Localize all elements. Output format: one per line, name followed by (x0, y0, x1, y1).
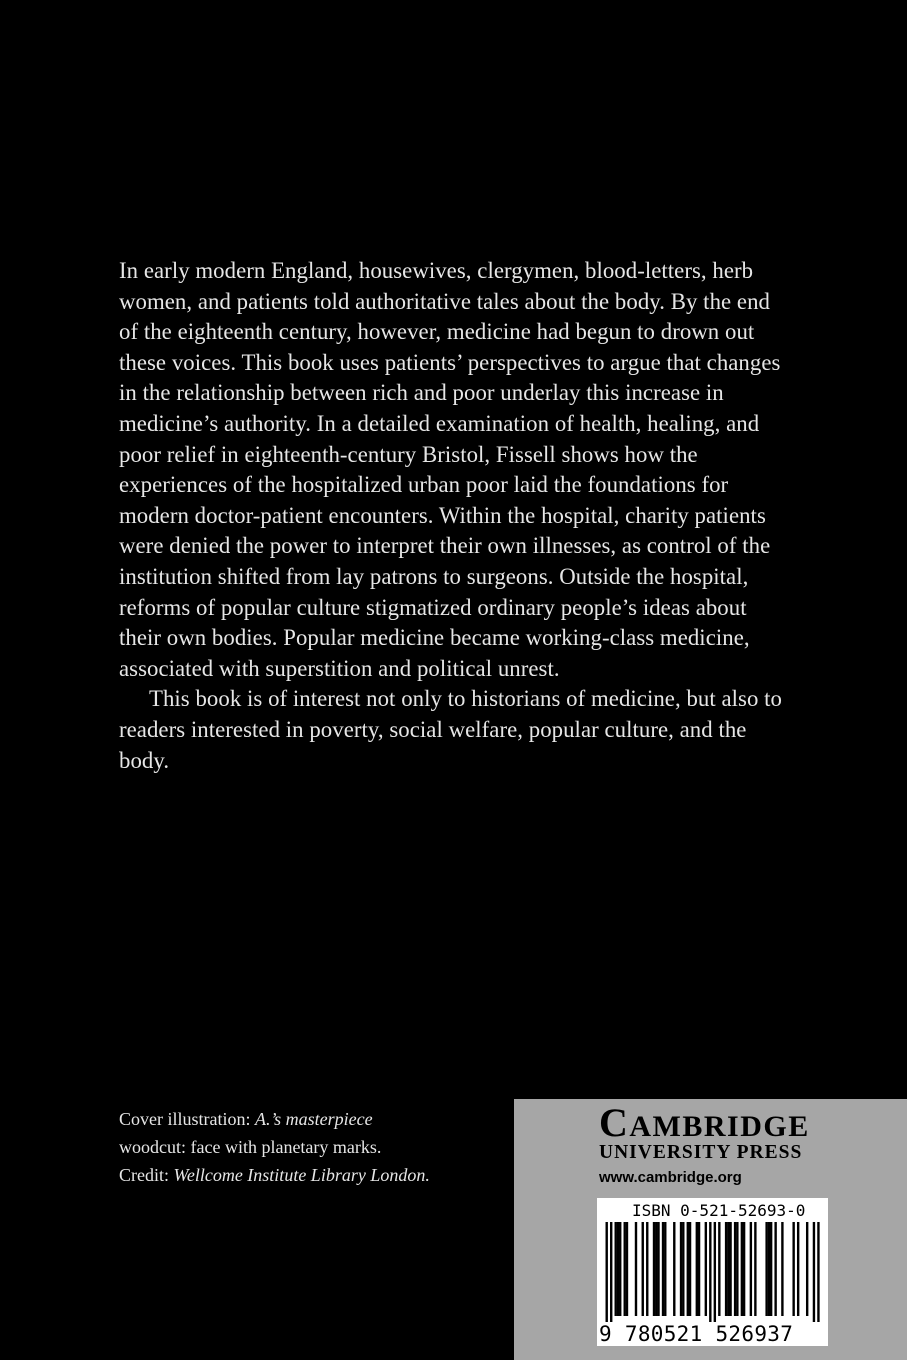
barcode-bar (646, 1222, 648, 1316)
barcode-bar (696, 1222, 698, 1316)
barcode-bar (626, 1222, 628, 1316)
barcode-bar (741, 1222, 743, 1316)
credit-source: Wellcome Institute Library London. (173, 1165, 430, 1185)
credit-source-label: Credit: (119, 1165, 174, 1185)
cover-credits (119, 1105, 430, 1189)
ean-digits: 9 780521 526937 (599, 1322, 794, 1346)
blurb-paragraph-1: In early modern England, housewives, clergymen, blood-letters, herb women, and patients told authoritative tales about the body. By the end of the eighteenth century, however, medicine had begun to drown out these voices. This book uses patients’ perspectives to argue that changes in the relationship between rich and poor underlay this increase in medicine’s authority. In a detailed examination of health, healing, and poor relief in eighteenth-century Bristol, Fissell shows how the experiences of the hospitalized urban poor laid the foundations for modern doctor-patient encounters. Within the hospital, charity patients were denied the power to interpret their own illnesses, as control of the institution shifted from lay patrons to surgeons. Outside the hospital, reforms of popular culture stigmatized ordinary people’s ideas about their own bodies. Popular medicine became working-class medicine, associated with superstition and political unrest. (119, 258, 781, 681)
barcode-block (597, 1198, 828, 1346)
barcode-bar (817, 1222, 819, 1322)
barcode-bar (734, 1222, 736, 1316)
publisher-panel (514, 1099, 907, 1360)
barcode-bar (770, 1222, 772, 1316)
barcode-bar (729, 1222, 731, 1316)
barcode-bar (768, 1222, 770, 1316)
barcode-bar (619, 1222, 621, 1316)
barcode-bar (662, 1222, 664, 1316)
credit-line-2: woodcut: face with planetary marks. (119, 1137, 382, 1157)
barcode-bar (774, 1222, 776, 1316)
barcode-bar (709, 1222, 711, 1322)
back-cover-blurb (119, 256, 791, 776)
barcode-bar (615, 1222, 617, 1316)
barcode-bar (765, 1222, 767, 1316)
barcode-bar (635, 1222, 637, 1316)
barcode-bar (727, 1222, 729, 1316)
credit-line-1 (119, 1105, 430, 1133)
barcode-bar (610, 1222, 612, 1322)
barcode-bar (806, 1222, 808, 1316)
barcode-bar (624, 1222, 626, 1316)
publisher-name: CAMBRIDGE (599, 1100, 810, 1145)
barcode-bar (653, 1222, 655, 1316)
barcode-bar (606, 1222, 608, 1322)
publisher-url: www.cambridge.org (599, 1169, 742, 1186)
publisher-subtitle: UNIVERSITY PRESS (599, 1142, 803, 1163)
barcode-bar (797, 1222, 799, 1316)
barcode-bar (813, 1222, 815, 1322)
barcode-bar (689, 1222, 691, 1316)
blurb-paragraph-2: This book is of interest not only to historians of medicine, but also to readers interested in poverty, social welfare, popular culture, and the body. (119, 686, 782, 773)
barcode-bar (698, 1222, 700, 1316)
barcode-bar (705, 1222, 707, 1316)
barcode-bar (743, 1222, 745, 1316)
barcode-bar (617, 1222, 619, 1316)
barcode-bar (687, 1222, 689, 1316)
barcode-bar (725, 1222, 727, 1316)
isbn-number: ISBN 0-521-52693-0 (632, 1201, 806, 1220)
credit-illustration-title: A.’s masterpiece (254, 1109, 373, 1129)
barcode-bar (736, 1222, 738, 1316)
barcode-bars (601, 1222, 824, 1322)
barcode-bar (754, 1222, 756, 1316)
barcode-bar (680, 1222, 682, 1316)
barcode-bar (642, 1222, 644, 1316)
barcode-bar (673, 1222, 675, 1316)
barcode-bar (714, 1222, 716, 1322)
barcode-bar (781, 1222, 783, 1316)
barcode-bar (655, 1222, 657, 1316)
barcode-bar (718, 1222, 720, 1316)
barcode-bar (657, 1222, 659, 1316)
barcode-bar (682, 1222, 684, 1316)
credit-line-3 (119, 1161, 430, 1189)
credit-illustration-label: Cover illustration: (119, 1109, 255, 1129)
barcode-bar (792, 1222, 794, 1316)
barcode-bar (750, 1222, 752, 1316)
barcode-bar (664, 1222, 666, 1316)
